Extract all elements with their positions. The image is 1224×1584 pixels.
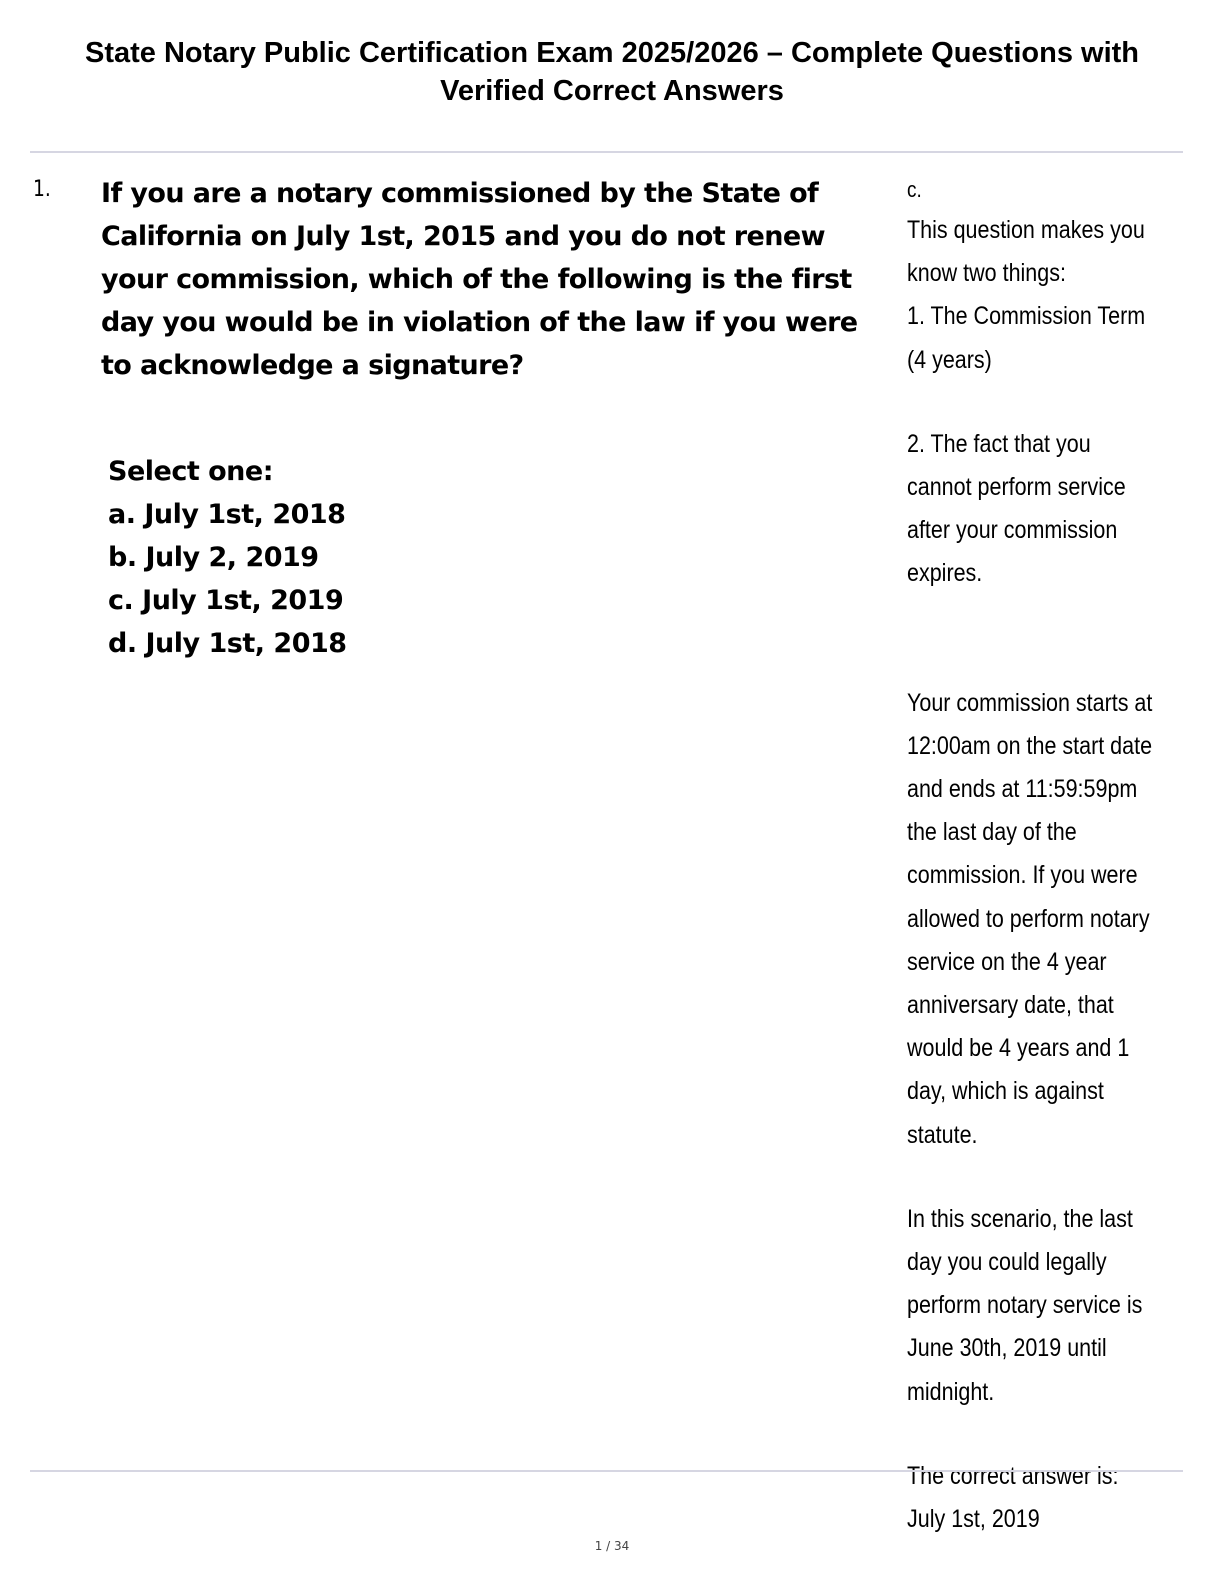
option-d: d. July 1st, 2018	[108, 628, 347, 659]
bottom-divider	[30, 1470, 1183, 1472]
option-a: a. July 1st, 2018	[108, 499, 346, 530]
answer-explanation	[907, 175, 1156, 1541]
explanation-paragraph: Your commission starts at 12:00am on the start date and ends at 11:59:59pm the last day of the commission. If you were allowed to perform notary service on the 4 year anniversary date, that would be 4 years and 1 day, which is against statute.	[907, 688, 1153, 1149]
option-b: b. July 2, 2019	[108, 542, 319, 573]
correct-answer-statement: The correct answer is: July 1st, 2019	[907, 1461, 1119, 1534]
answer-options	[108, 450, 347, 665]
explanation-paragraph: This question makes you know two things: 1. The Commission Term (4 years)	[907, 216, 1146, 374]
document-title: State Notary Public Certification Exam 2025/2026 – Complete Questions with Verified Correct Answers	[85, 37, 1139, 107]
page-number: 1 / 34	[594, 1539, 630, 1553]
explanation-paragraph: In this scenario, the last day you could legally perform notary service is June 30th, 2019 until midnight.	[907, 1204, 1143, 1406]
explanation-paragraph: 2. The fact that you cannot perform service after your commission expires.	[907, 429, 1126, 588]
option-c: c. July 1st, 2019	[108, 585, 344, 616]
select-prompt: Select one:	[108, 456, 274, 487]
top-divider	[30, 151, 1183, 153]
question-text: If you are a notary commissioned by the State of California on July 1st, 2015 and you do not renew your commission, which of the following is the first day you would be in violation of the law if you were to acknowledge a signature?	[101, 178, 858, 381]
question-number: 1.	[33, 177, 51, 202]
answer-letter: c.	[907, 177, 922, 202]
